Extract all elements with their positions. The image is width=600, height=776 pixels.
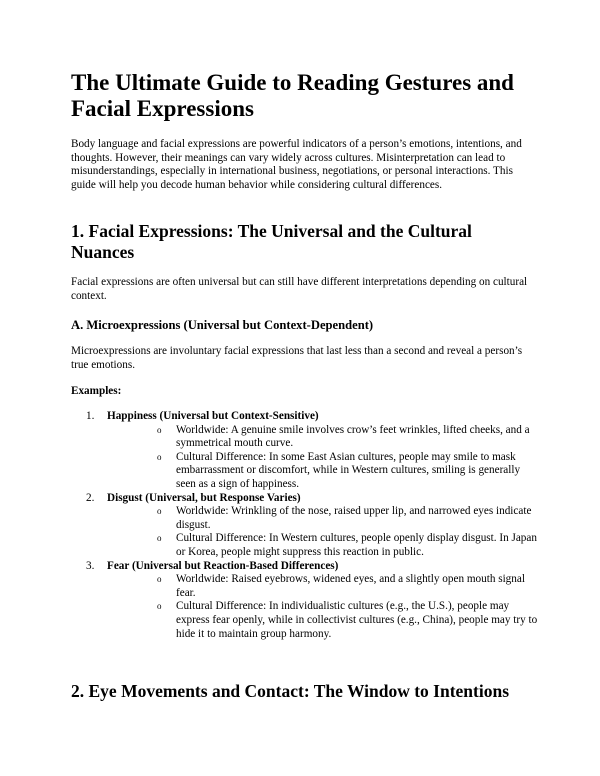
sub-list-item <box>107 424 541 451</box>
section-1-text: Facial expressions are often universal but can still have different interpretations depending on cultural context. <box>71 276 528 302</box>
sub-list-item <box>107 600 541 641</box>
sub-list-item <box>107 573 541 600</box>
list-item-title: Happiness (Universal but Context-Sensitive) <box>107 410 319 422</box>
intro-paragraph: Body language and facial expressions are powerful indicators of a person’s emotions, intentions, and thoughts. However, their meanings can vary widely across cultures. Misinterpretation can lead to misunderstandings, especially in international business, negotiations, or personal interactions. This guide will help you decode human behavior while considering cultural differences. <box>71 138 522 191</box>
list-item-number: 2. <box>86 491 95 504</box>
list-item-title: Fear (Universal but Reaction-Based Differences) <box>107 559 339 572</box>
sub-list-item-text: Worldwide: Raised eyebrows, widened eyes, and a slightly open mouth signal fear. <box>176 573 525 599</box>
bullet-icon: o <box>157 533 162 544</box>
list-item <box>71 492 541 560</box>
bullet-icon: o <box>157 451 162 462</box>
sub-list <box>107 505 541 559</box>
subsection-a-heading: A. Microexpressions (Universal but Context-Dependent) <box>71 318 374 332</box>
sub-list-item <box>107 451 541 492</box>
bullet-icon: o <box>157 506 162 517</box>
examples-label: Examples: <box>71 385 122 397</box>
list-item-number: 1. <box>86 410 95 422</box>
examples-list <box>71 410 541 641</box>
list-item <box>71 410 541 492</box>
section-2-heading: 2. Eye Movements and Contact: The Window to Intentions <box>71 681 510 701</box>
list-item-number: 3. <box>86 559 95 572</box>
list-item <box>71 560 541 642</box>
bullet-icon: o <box>157 574 162 585</box>
sub-list <box>107 424 541 492</box>
sub-list-item-text: Cultural Difference: In individualistic cultures (e.g., the U.S.), people may express fear openly, while in collectivist cultures (e.g., China), people may try to hide it to maintain group harmony. <box>176 600 538 640</box>
sub-list-item <box>107 532 541 559</box>
bullet-icon: o <box>157 424 162 435</box>
sub-list-item <box>107 505 541 532</box>
document-title: The Ultimate Guide to Reading Gestures and Facial Expressions <box>71 70 514 121</box>
sub-list-item-text: Worldwide: A genuine smile involves crow’s feet wrinkles, lifted cheeks, and a symmetrical mouth curve. <box>176 423 530 450</box>
sub-list <box>107 573 541 641</box>
bullet-icon: o <box>157 601 162 612</box>
sub-list-item-text: Cultural Difference: In Western cultures, people openly display disgust. In Japan or Korea, people might suppress this reaction in public. <box>176 532 537 558</box>
sub-list-item-text: Worldwide: Wrinkling of the nose, raised upper lip, and narrowed eyes indicate disgust. <box>176 505 532 531</box>
sub-list-item-text: Cultural Difference: In some East Asian cultures, people may smile to mask embarrassment or discomfort, while in Western cultures, smiling is generally seen as a sign of happiness. <box>176 450 521 490</box>
subsection-a-text: Microexpressions are involuntary facial expressions that last less than a second and reveal a person’s true emotions. <box>71 345 523 371</box>
list-item-title: Disgust (Universal, but Response Varies) <box>107 491 301 504</box>
section-1-heading: 1. Facial Expressions: The Universal and the Cultural Nuances <box>71 221 472 262</box>
